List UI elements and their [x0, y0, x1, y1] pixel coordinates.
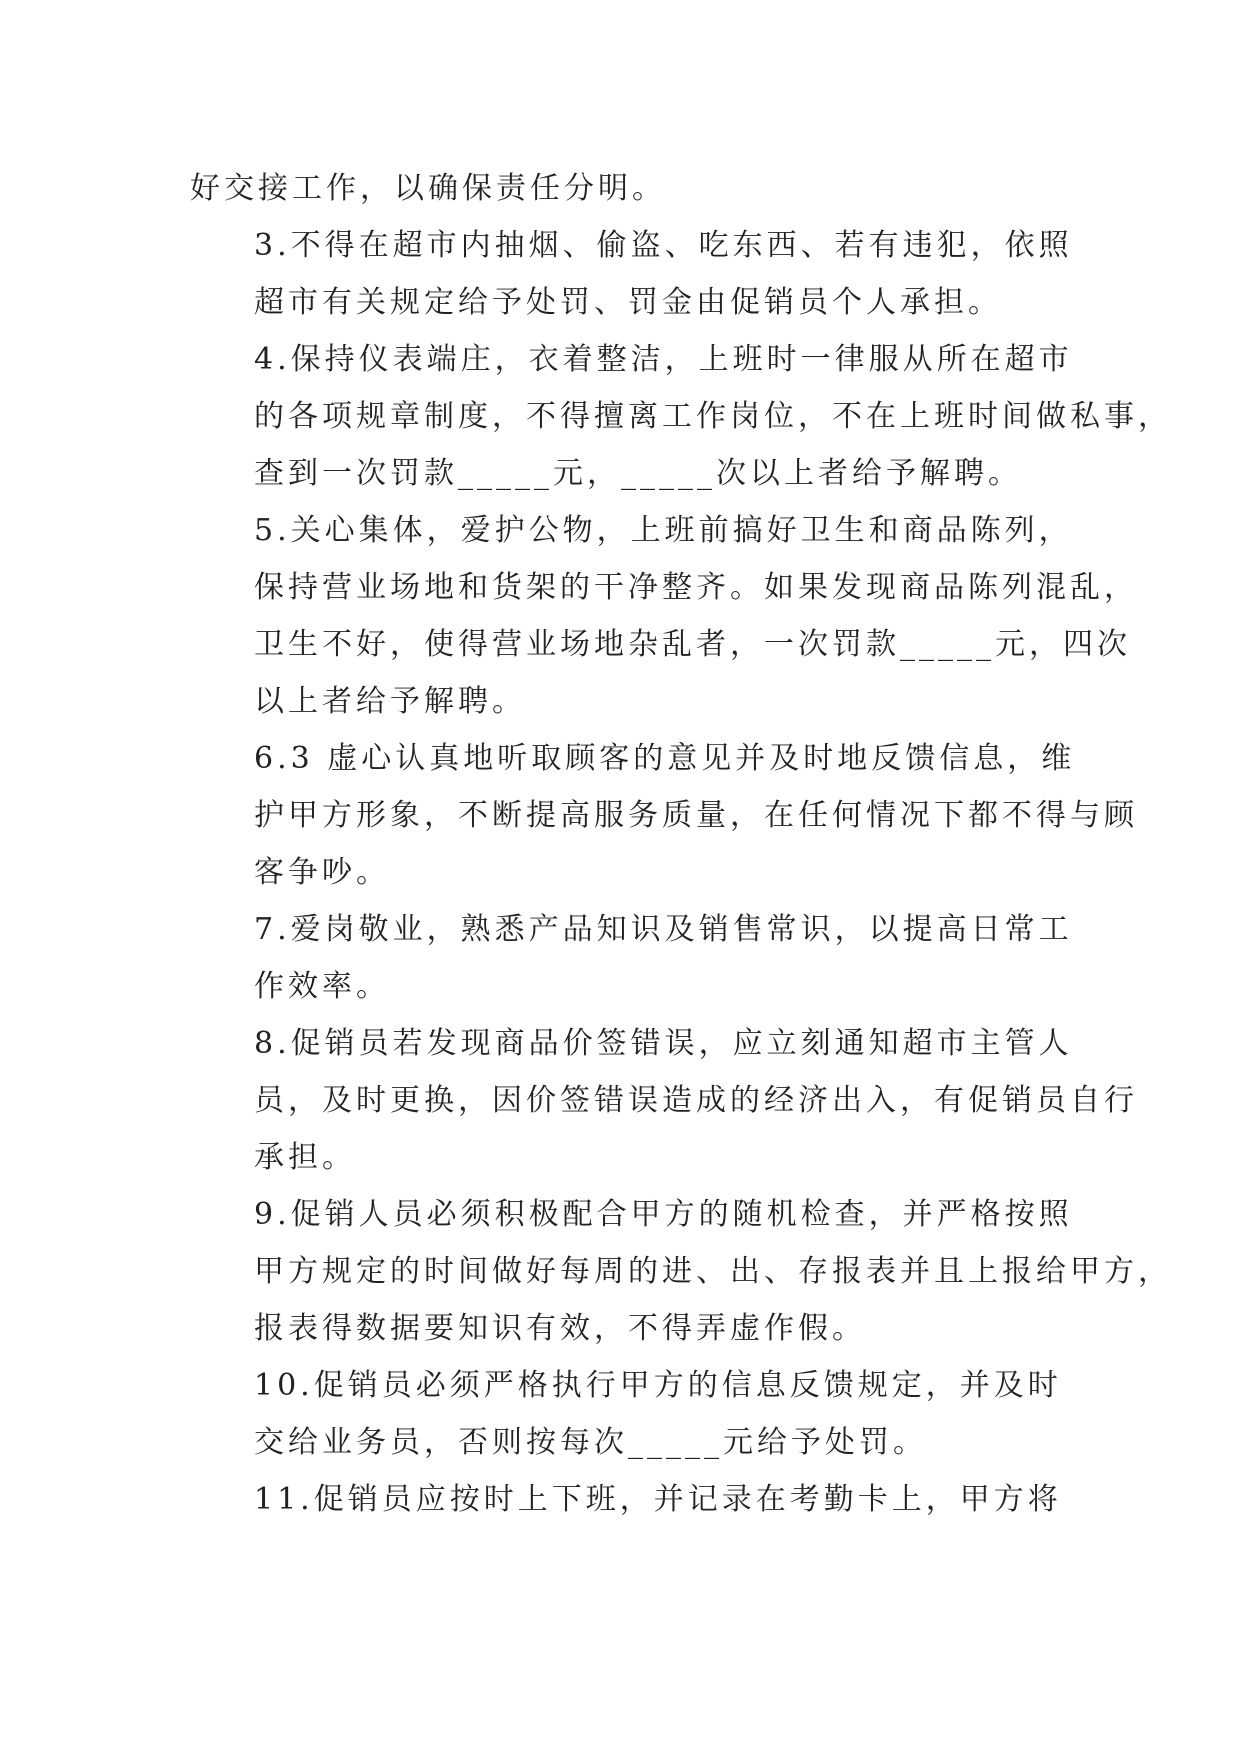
text-line: 客争吵。 [254, 855, 390, 890]
text-line: 作效率。 [254, 969, 390, 1004]
text-line: 的各项规章制度，不得擅离工作岗位，不在上班时间做私事， [254, 399, 1172, 434]
document-body [190, 160, 1172, 1528]
paragraph [190, 331, 1172, 502]
text-line: 交给业务员，否则按每次_____元给予处罚。 [254, 1425, 927, 1460]
text-line: 承担。 [254, 1140, 356, 1175]
text-line: 甲方规定的时间做好每周的进、出、存报表并且上报给甲方， [254, 1254, 1172, 1289]
text-line: 10.促销员必须严格执行甲方的信息反馈规定，并及时 [254, 1368, 1062, 1403]
paragraph [190, 730, 1138, 901]
paragraph [190, 502, 1138, 730]
text-line: 9.促销人员必须积极配合甲方的随机检查，并严格按照 [254, 1197, 1073, 1232]
text-line: 11.促销员应按时上下班，并记录在考勤卡上，甲方将 [254, 1482, 1062, 1517]
text-line: 6.3 虚心认真地听取顾客的意见并及时地反馈信息，维 [254, 741, 1076, 776]
paragraph [190, 160, 1050, 217]
paragraph [190, 1471, 1062, 1528]
text-line: 卫生不好，使得营业场地杂乱者，一次罚款_____元，四次 [254, 627, 1131, 662]
text-line: 保持营业场地和货架的干净整齐。如果发现商品陈列混乱， [254, 570, 1138, 605]
text-line: 以上者给予解聘。 [254, 684, 526, 719]
text-line: 查到一次罚款_____元，_____次以上者给予解聘。 [254, 456, 1022, 491]
text-line: 报表得数据要知识有效，不得弄虚作假。 [254, 1311, 866, 1346]
paragraph [190, 901, 1073, 1015]
paragraph [190, 217, 1073, 331]
paragraph [190, 1186, 1172, 1357]
text-line: 超市有关规定给予处罚、罚金由促销员个人承担。 [254, 285, 1002, 320]
text-line: 好交接工作，以确保责任分明。 [190, 171, 666, 206]
text-line: 7.爱岗敬业，熟悉产品知识及销售常识，以提高日常工 [254, 912, 1073, 947]
text-line: 4.保持仪表端庄，衣着整洁，上班时一律服从所在超市 [254, 342, 1073, 377]
text-line: 8.促销员若发现商品价签错误，应立刻通知超市主管人 [254, 1026, 1073, 1061]
paragraph [190, 1015, 1138, 1186]
text-line: 护甲方形象，不断提高服务质量，在任何情况下都不得与顾 [254, 798, 1138, 833]
text-line: 员，及时更换，因价签错误造成的经济出入，有促销员自行 [254, 1083, 1138, 1118]
text-line: 5.关心集体，爱护公物，上班前搞好卫生和商品陈列， [254, 513, 1073, 548]
paragraph [190, 1357, 1062, 1471]
text-line: 3.不得在超市内抽烟、偷盗、吃东西、若有违犯，依照 [254, 228, 1073, 263]
